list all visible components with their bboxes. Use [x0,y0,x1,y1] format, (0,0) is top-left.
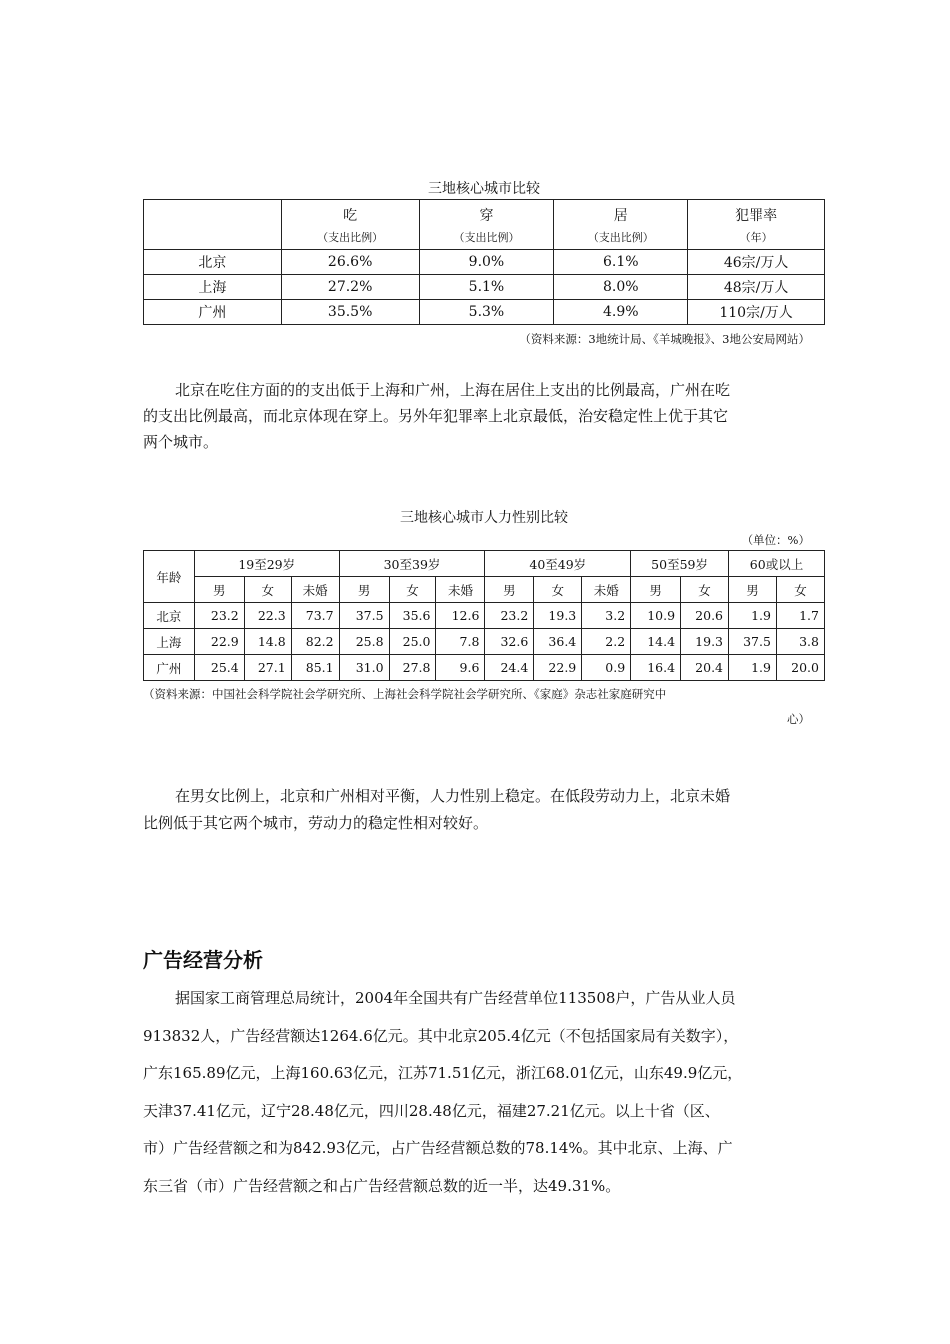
table1-source: （资料来源：3地统计局、《羊城晚报》、3地公安局网站） [519,332,810,346]
subheader-cell: 未婚 [436,577,485,603]
age-group-header: 50至59岁 [631,551,729,577]
table-cell: 27.2% [281,275,419,300]
age-group-header: 30至39岁 [339,551,485,577]
subheader-cell: 女 [681,577,729,603]
table-cell: 31.0 [339,655,389,681]
table-cell: 9.6 [436,655,485,681]
table-row [144,655,825,681]
table-cell: 16.4 [631,655,681,681]
table-cell: 1.9 [729,603,777,629]
table-cell: 0.9 [582,655,631,681]
table-cell: 25.0 [389,629,436,655]
table-cell: 1.9 [729,655,777,681]
table1-header-wear: 穿 （支出比例） [419,200,554,250]
table-cell: 35.5% [281,300,419,325]
paragraph-line: 比例低于其它两个城市，劳动力的稳定性相对较好。 [143,814,489,832]
table-cell: 8.0% [554,275,688,300]
table-cell: 110宗/万人 [688,300,825,325]
table-cell: 10.9 [631,603,681,629]
table-cell: 5.1% [419,275,554,300]
paragraph-line: 913832人，广告经营额达1264.6亿元。其中北京205.4亿元（不包括国家局有关数字）， [143,1026,739,1045]
table-cell: 20.6 [681,603,729,629]
table1-corner-cell [144,200,282,250]
row-city: 上海 [144,629,195,655]
table-row [144,603,825,629]
table1-header-crime: 犯罪率 （年） [688,200,825,250]
table-cell: 6.1% [554,250,688,275]
table-cell: 48宗/万人 [688,275,825,300]
row-city: 广州 [144,655,195,681]
table1-header-row [144,200,825,250]
city-comparison-table [143,199,825,325]
row-city: 广州 [144,300,282,325]
table-cell: 85.1 [291,655,339,681]
table2-source-line2: 心） [787,712,810,726]
subheader-cell: 女 [776,577,824,603]
paragraph-line: 据国家工商管理总局统计，2004年全国共有广告经营单位113508户，广告从业人员 [175,989,736,1007]
row-city: 北京 [144,603,195,629]
table-cell: 32.6 [485,629,534,655]
subheader-cell: 男 [485,577,534,603]
table-cell: 20.0 [776,655,824,681]
subheader-cell: 未婚 [582,577,631,603]
table-cell: 19.3 [534,603,582,629]
table2-subheader-row [144,577,825,603]
subheader-cell: 男 [631,577,681,603]
table-cell: 27.1 [244,655,291,681]
table-cell: 36.4 [534,629,582,655]
row-city: 北京 [144,250,282,275]
table-cell: 3.8 [776,629,824,655]
section-heading: 广告经营分析 [143,948,263,972]
paragraph-2 [143,783,825,837]
paragraph-line: 北京在吃住方面的的支出低于上海和广州，上海在居住上支出的比例最高，广州在吃 [175,381,731,399]
table-cell: 46宗/万人 [688,250,825,275]
table1-header-live: 居 （支出比例） [554,200,688,250]
table2-source-line1: （资料来源：中国社会科学院社会学研究所、上海社会科学院社会学研究所、《家庭》杂志社家庭研究中 [143,687,667,701]
table-cell: 14.4 [631,629,681,655]
table-cell: 23.2 [485,603,534,629]
table-cell: 23.2 [194,603,244,629]
table-row [144,300,825,325]
subheader-cell: 未婚 [291,577,339,603]
table-cell: 82.2 [291,629,339,655]
table-cell: 24.4 [485,655,534,681]
table-cell: 26.6% [281,250,419,275]
table-cell: 22.9 [194,629,244,655]
paragraph-line: 在男女比例上，北京和广州相对平衡，人力性别上稳定。在低段劳动力上，北京未婚 [175,787,731,805]
paragraph-line: 两个城市。 [143,433,219,451]
paragraph-line: 广东165.89亿元，上海160.63亿元，江苏71.51亿元，浙江68.01亿元，山东49.9亿元， [143,1064,743,1082]
subheader-cell: 男 [339,577,389,603]
table-cell: 22.9 [534,655,582,681]
age-group-header: 40至49岁 [485,551,631,577]
subheader-cell: 女 [244,577,291,603]
table-cell: 37.5 [339,603,389,629]
paragraph-line: 市）广告经营额之和为842.93亿元，占广告经营额总数的78.14%。其中北京、上海、广 [143,1139,733,1157]
paragraph-line: 东三省（市）广告经营额之和占广告经营额总数的近一半，达49.31%。 [143,1176,621,1195]
table-cell: 14.8 [244,629,291,655]
table2-caption: 三地核心城市人力性别比较 [400,510,568,526]
age-label-cell: 年龄 [144,551,195,603]
subheader-cell: 男 [729,577,777,603]
subheader-cell: 女 [389,577,436,603]
age-group-header: 19至29岁 [194,551,339,577]
age-group-header: 60或以上 [729,551,825,577]
subheader-cell: 男 [194,577,244,603]
table-cell: 4.9% [554,300,688,325]
table-row [144,250,825,275]
table-cell: 1.7 [776,603,824,629]
table1-caption: 三地核心城市比较 [428,181,540,197]
table-cell: 35.6 [389,603,436,629]
table2-group-row [144,551,825,577]
subheader-cell: 女 [534,577,582,603]
paragraph-1 [143,377,825,455]
gender-comparison-table [143,550,825,681]
table-cell: 2.2 [582,629,631,655]
table-cell: 27.8 [389,655,436,681]
section-body [143,980,825,1205]
table1-header-eat: 吃 （支出比例） [281,200,419,250]
table-cell: 20.4 [681,655,729,681]
paragraph-line: 天津37.41亿元，辽宁28.48亿元，四川28.48亿元，福建27.21亿元。以上十省（区、 [143,1101,720,1120]
table-cell: 5.3% [419,300,554,325]
table-cell: 73.7 [291,603,339,629]
paragraph-line: 的支出比例最高，而北京体现在穿上。另外年犯罪率上北京最低，治安稳定性上优于其它 [143,407,729,425]
table-cell: 12.6 [436,603,485,629]
table-row [144,275,825,300]
table-cell: 37.5 [729,629,777,655]
table-cell: 3.2 [582,603,631,629]
row-city: 上海 [144,275,282,300]
table-cell: 19.3 [681,629,729,655]
table-cell: 22.3 [244,603,291,629]
table-row [144,629,825,655]
table-cell: 25.8 [339,629,389,655]
table-cell: 9.0% [419,250,554,275]
table2-unit: （单位：%） [741,533,810,547]
table-cell: 7.8 [436,629,485,655]
table-cell: 25.4 [194,655,244,681]
